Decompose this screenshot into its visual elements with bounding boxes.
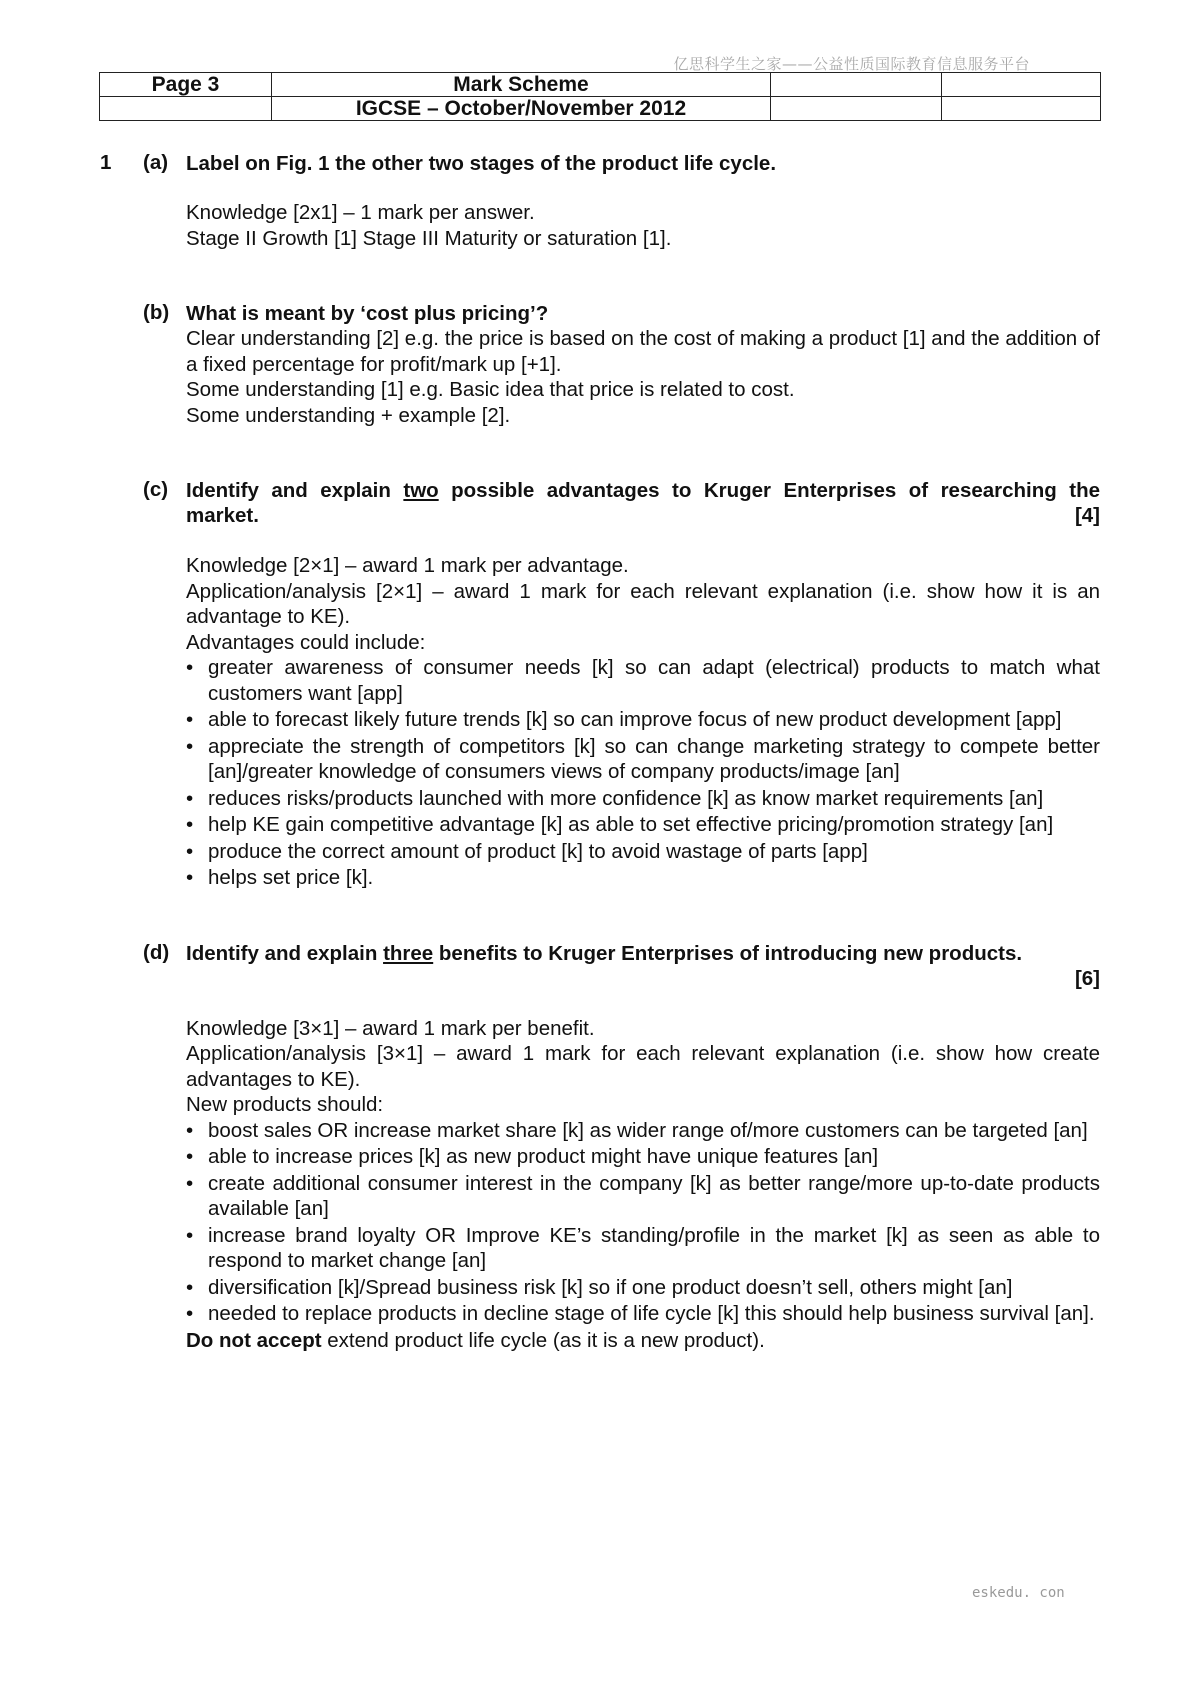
list-item: • able to increase prices [k] as new product might have unique features [an] — [186, 1144, 1100, 1170]
header-empty-cell — [771, 73, 942, 97]
part-label: (c) — [143, 478, 169, 501]
emphasis-word: two — [403, 479, 439, 502]
list-item: • produce the correct amount of product [k] to avoid wastage of parts [app] — [186, 839, 1100, 865]
question-1d — [100, 941, 1100, 1354]
exclusion-note: Do not accept extend product life cycle (as it is a new product). — [186, 1328, 765, 1352]
question-title: Identify and explain three benefits to Kruger Enterprises of introducing new products. [6] — [186, 941, 1100, 990]
mark-line: Advantages could include: — [186, 630, 426, 654]
bullet-list — [186, 1118, 1100, 1327]
part-label: (b) — [143, 301, 170, 324]
page-number: Page 3 — [100, 73, 272, 97]
mark-line: Stage II Growth [1] Stage III Maturity or saturation [1]. — [186, 226, 672, 250]
mark-line: New products should: — [186, 1093, 384, 1116]
header-empty-cell — [942, 97, 1101, 121]
header-empty-cell — [942, 73, 1101, 97]
header-empty-cell — [771, 97, 942, 121]
list-item: • needed to replace products in decline stage of life cycle [k] this should help business survival [an]. — [186, 1301, 1100, 1327]
part-label: (a) — [143, 151, 169, 174]
list-item: • appreciate the strength of competitors [k] so can change marketing strategy to compete better [an]/greater knowledge of consumers views of company products/image [an] — [186, 734, 1100, 785]
list-item: • diversification [k]/Spread business risk [k] so if one product doesn’t sell, others might [an] — [186, 1275, 1100, 1301]
list-item: • able to forecast likely future trends [k] so can improve focus of new product development [app] — [186, 707, 1100, 733]
question-1c — [100, 478, 1100, 891]
list-item: • boost sales OR increase market share [k] as wider range of/more customers can be targeted [an] — [186, 1118, 1100, 1144]
mark-line: Application/analysis [2×1] – award 1 mark for each relevant explanation (i.e. show how it is an advantage to KE). — [186, 579, 1100, 628]
part-label: (d) — [143, 940, 170, 964]
mark-line: Knowledge [2x1] – 1 mark per answer. — [186, 201, 535, 224]
mark-line: Knowledge [2×1] – award 1 mark per advantage. — [186, 554, 629, 577]
question-1b — [100, 301, 1100, 428]
question-number: 1 — [100, 151, 112, 174]
header-title: Mark Scheme — [272, 73, 771, 97]
mark-line: Some understanding [1] e.g. Basic idea that price is related to cost. — [186, 378, 795, 401]
emphasis-word: three — [383, 941, 434, 965]
list-item: • create additional consumer interest in the company [k] as better range/more up-to-date products available [an] — [186, 1171, 1100, 1222]
header-subtitle: IGCSE – October/November 2012 — [272, 97, 771, 121]
question-title: What is meant by ‘cost plus pricing’? — [186, 302, 549, 325]
mark-line: Knowledge [3×1] – award 1 mark per benefit. — [186, 1016, 595, 1040]
mark-line: Some understanding + example [2]. — [186, 403, 511, 427]
mark-line: Application/analysis [3×1] – award 1 mark for each relevant explanation (i.e. show how create advantages to KE). — [186, 1042, 1100, 1091]
mark-line: Clear understanding [2] e.g. the price is based on the cost of making a product [1] and the addition of a fixed percentage for profit/mark up [+1]. — [186, 327, 1100, 376]
document-body — [100, 151, 1100, 1353]
question-title: Label on Fig. 1 the other two stages of the product life cycle. — [186, 152, 777, 175]
list-item: • reduces risks/products launched with more confidence [k] as know market requirements [an] — [186, 786, 1100, 812]
list-item: • helps set price [k]. — [186, 865, 1100, 891]
footer-watermark: eskedu. con — [972, 1585, 1065, 1601]
marks-badge: [6] — [1074, 966, 1100, 990]
header-empty-cell — [100, 97, 272, 121]
question-1a — [100, 151, 1100, 251]
list-item: • increase brand loyalty OR Improve KE’s standing/profile in the market [k] as seen as able to respond to market change [an] — [186, 1223, 1100, 1274]
marks-badge: [4] — [1074, 504, 1100, 527]
watermark-text: 亿思科学生之家——公益性质国际教育信息服务平台 — [673, 55, 1030, 73]
bullet-list — [186, 655, 1100, 891]
question-title: Identify and explain two possible advantages to Kruger Enterprises of researching the market. [4] — [186, 479, 1101, 527]
list-item: • greater awareness of consumer needs [k] so can adapt (electrical) products to match what customers want [app] — [186, 655, 1100, 706]
list-item: • help KE gain competitive advantage [k] as able to set effective pricing/promotion strategy [an] — [186, 812, 1100, 838]
header-table — [99, 72, 1101, 121]
